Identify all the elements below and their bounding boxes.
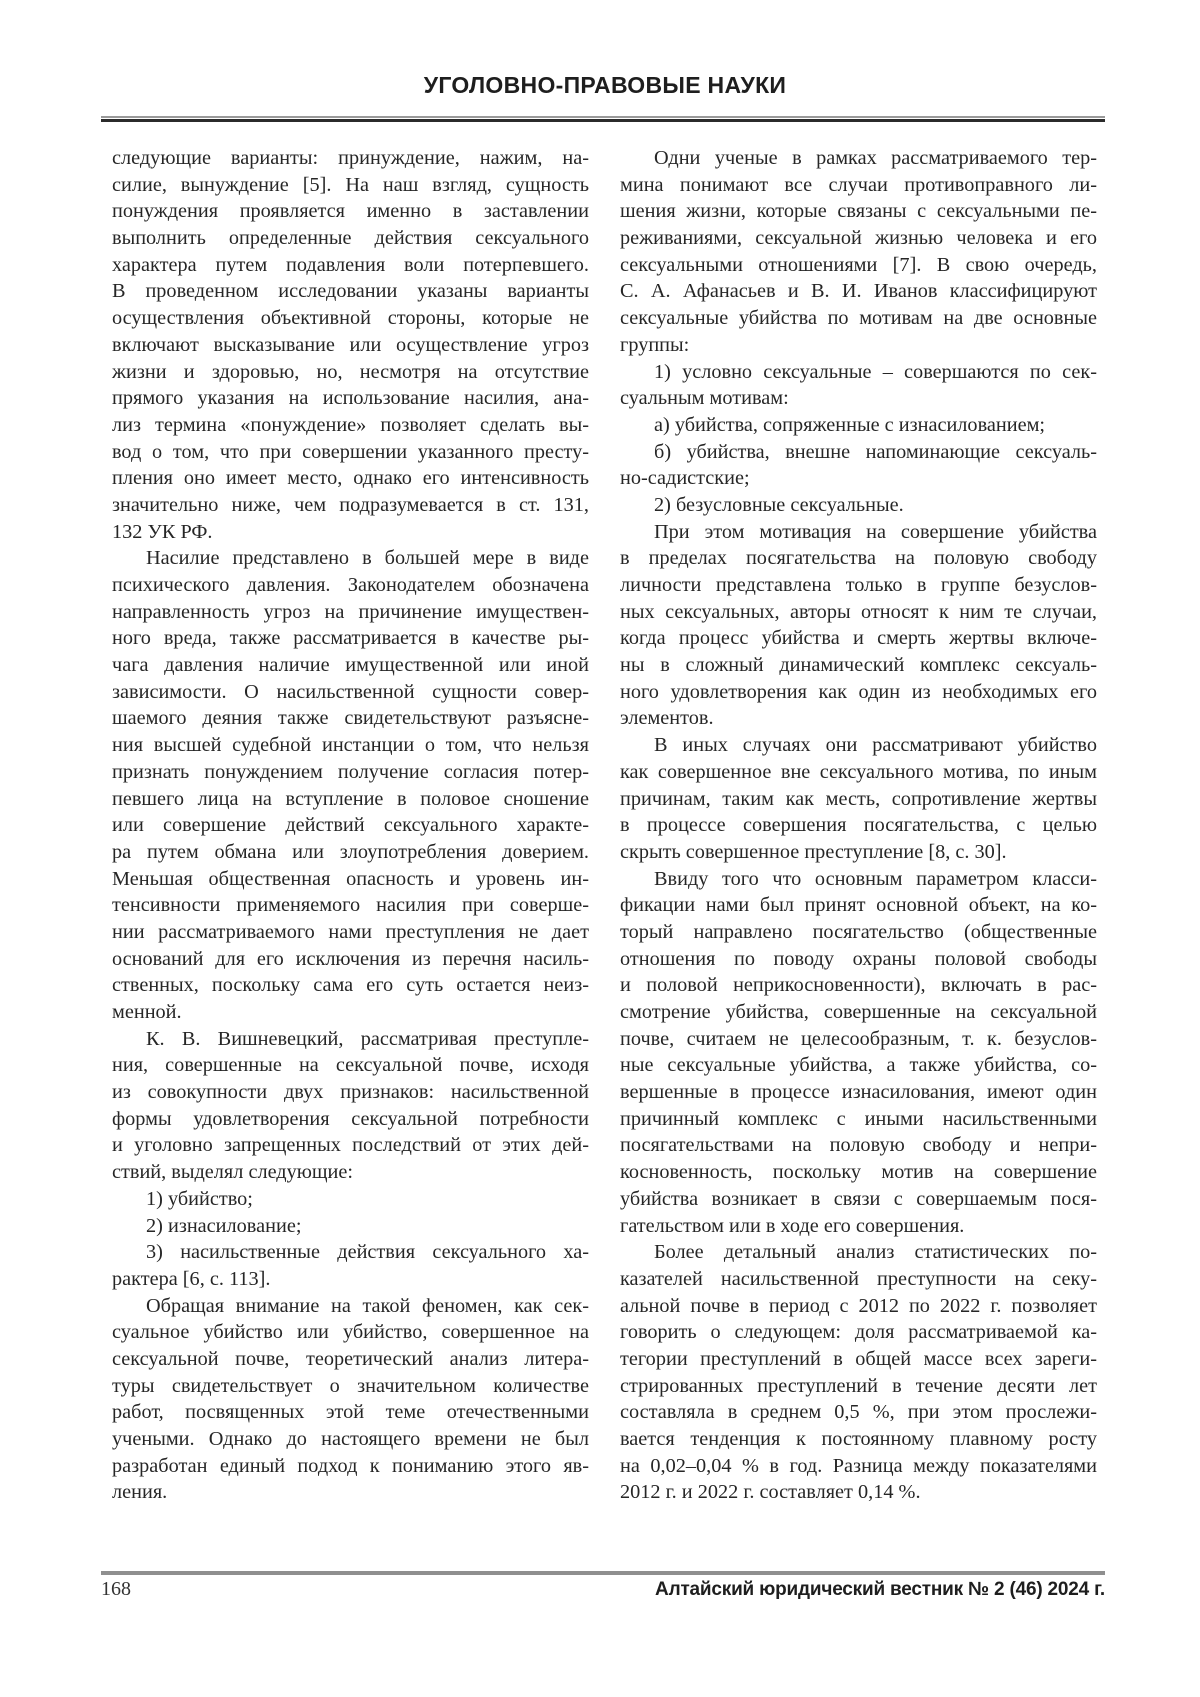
text-line: сексуальными отношениями [7]. В свою очередь, <box>620 252 1097 279</box>
text-line: а) убийства, сопряженные с изнасилованием; <box>620 412 1097 439</box>
text-line: но-садистские; <box>620 465 1097 492</box>
text-line: почве, считаем не целесообразным, т. к. безуслов- <box>620 1026 1097 1053</box>
text-line: сексуальной почве, теоретический анализ литера- <box>112 1346 589 1373</box>
text-line: певшего лица на вступление в половое сношение <box>112 786 589 813</box>
text-line: осуществления объективной стороны, которые не <box>112 305 589 332</box>
text-line: туры свидетельствует о значительном количестве <box>112 1373 589 1400</box>
paragraph <box>620 732 1097 865</box>
text-line: признать понуждением получение согласия потер- <box>112 759 589 786</box>
text-column-left <box>112 145 589 1506</box>
text-line: или совершение действий сексуального характе- <box>112 812 589 839</box>
text-line: ных сексуальных, авторы относят к ним те случаи, <box>620 599 1097 626</box>
text-line: личности представлена только в группе безуслов- <box>620 572 1097 599</box>
text-line: оснований для его исключения из перечня насиль- <box>112 946 589 973</box>
text-line: шаемого деяния также свидетельствуют разъясне- <box>112 705 589 732</box>
text-line: в пределах посягательства на половую свободу <box>620 545 1097 572</box>
text-line: Меньшая общественная опасность и уровень ин- <box>112 866 589 893</box>
text-line: смотрение убийства, совершенные на сексуальной <box>620 999 1097 1026</box>
text-line: 1) убийство; <box>112 1186 589 1213</box>
text-line: суальным мотивам: <box>620 385 1097 412</box>
text-line: стрированных преступлений в течение десяти лет <box>620 1373 1097 1400</box>
text-line: пления оно имеет место, однако его интенсивность <box>112 465 589 492</box>
paragraph <box>620 866 1097 1240</box>
text-line: Более детальный анализ статистических по- <box>620 1239 1097 1266</box>
text-line: ствий, выделял следующие: <box>112 1159 589 1186</box>
text-line: вод о том, что при совершении указанного престу- <box>112 439 589 466</box>
text-line: из совокупности двух признаков: насильственной <box>112 1079 589 1106</box>
text-line: 132 УК РФ. <box>112 519 589 546</box>
text-line: чага давления наличие имущественной или иной <box>112 652 589 679</box>
text-line: значительно ниже, чем подразумевается в ст. 131, <box>112 492 589 519</box>
text-line: казателей насильственной преступности на секу- <box>620 1266 1097 1293</box>
text-line: прямого указания на использование насилия, ана- <box>112 385 589 412</box>
text-line: ного удовлетворения как один из необходимых его <box>620 679 1097 706</box>
text-line: убийства возникает в связи с совершаемым пося- <box>620 1186 1097 1213</box>
paragraph <box>620 145 1097 359</box>
text-line: элементов. <box>620 705 1097 732</box>
text-line: шения жизни, которые связаны с сексуальными пе- <box>620 198 1097 225</box>
text-line: 1) условно сексуальные – совершаются по сек- <box>620 359 1097 386</box>
text-line: скрыть совершенное преступление [8, с. 30]. <box>620 839 1097 866</box>
text-line: жизни и здоровью, но, несмотря на отсутствие <box>112 359 589 386</box>
text-line: б) убийства, внешне напоминающие сексуаль- <box>620 439 1097 466</box>
journal-title: Алтайский юридический вестник № 2 (46) 2024 г. <box>655 1579 1105 1601</box>
text-line: ного вреда, также рассматривается в качестве ры- <box>112 625 589 652</box>
text-line: реживаниями, сексуальной жизнью человека и его <box>620 225 1097 252</box>
text-line: работ, посвященных этой теме отечественными <box>112 1399 589 1426</box>
text-line: психического давления. Законодателем обозначена <box>112 572 589 599</box>
text-column-right <box>620 145 1097 1506</box>
text-line: на 0,02–0,04 % в год. Разница между показателями <box>620 1453 1097 1480</box>
text-line: косновенность, поскольку мотив на совершение <box>620 1159 1097 1186</box>
text-line: силие, вынуждение [5]. На наш взгляд, сущность <box>112 172 589 199</box>
paragraph <box>112 1186 589 1213</box>
text-line: тенсивности применяемого насилия при соверше- <box>112 892 589 919</box>
paragraph <box>620 359 1097 412</box>
header-rule-thick <box>101 119 1105 122</box>
text-line: как совершенное вне сексуального мотива, по иным <box>620 759 1097 786</box>
text-line: К. В. Вишневецкий, рассматривая преступле- <box>112 1026 589 1053</box>
text-line: ния, совершенные на сексуальной почве, исходя <box>112 1052 589 1079</box>
text-line: тегории преступлений в общей массе всех зареги- <box>620 1346 1097 1373</box>
text-line: формы удовлетворения сексуальной потребности <box>112 1106 589 1133</box>
text-line: составляла в среднем 0,5 %, при этом прослежи- <box>620 1399 1097 1426</box>
page-number: 168 <box>101 1578 131 1601</box>
paragraph <box>112 1213 589 1240</box>
text-line: 3) насильственные действия сексуального ха- <box>112 1239 589 1266</box>
text-line: 2012 г. и 2022 г. составляет 0,14 %. <box>620 1479 1097 1506</box>
text-line: При этом мотивация на совершение убийства <box>620 519 1097 546</box>
header-rule-thin <box>101 116 1105 118</box>
footer-rule <box>101 1571 1105 1575</box>
text-line: учеными. Однако до настоящего времени не был <box>112 1426 589 1453</box>
paragraph <box>620 1239 1097 1506</box>
text-line: гательством или в ходе его совершения. <box>620 1213 1097 1240</box>
paragraph <box>112 1026 589 1186</box>
text-line: ные сексуальные убийства, а также убийства, со- <box>620 1052 1097 1079</box>
text-line: альной почве в период с 2012 по 2022 г. позволяет <box>620 1293 1097 1320</box>
text-line: отношения по поводу охраны половой свободы <box>620 946 1097 973</box>
text-line: Ввиду того что основным параметром класси- <box>620 866 1097 893</box>
text-line: Насилие представлено в большей мере в виде <box>112 545 589 572</box>
text-line: мина понимают все случаи противоправного ли- <box>620 172 1097 199</box>
paragraph <box>620 492 1097 519</box>
text-line: разработан единый подход к пониманию этого яв- <box>112 1453 589 1480</box>
text-line: причинам, таким как месть, сопротивление жертвы <box>620 786 1097 813</box>
text-line: включают высказывание или осуществление угроз <box>112 332 589 359</box>
paragraph <box>112 545 589 1025</box>
text-line: нии рассматриваемого нами преступления не дает <box>112 919 589 946</box>
text-line: лиз термина «понуждение» позволяет сделать вы- <box>112 412 589 439</box>
text-line: ра путем обмана или злоупотребления доверием. <box>112 839 589 866</box>
text-line: ния высшей судебной инстанции о том, что нельзя <box>112 732 589 759</box>
text-line: В проведенном исследовании указаны варианты <box>112 278 589 305</box>
text-line: суальное убийство или убийство, совершенное на <box>112 1319 589 1346</box>
text-line: Обращая внимание на такой феномен, как сек- <box>112 1293 589 1320</box>
text-line: причинный комплекс с иными насильственными <box>620 1106 1097 1133</box>
text-line: 2) изнасилование; <box>112 1213 589 1240</box>
paragraph <box>620 412 1097 439</box>
text-line: посягательствами на половую свободу и непри- <box>620 1132 1097 1159</box>
text-line: в процессе совершения посягательства, с целью <box>620 812 1097 839</box>
text-line: следующие варианты: принуждение, нажим, на- <box>112 145 589 172</box>
text-line: сексуальные убийства по мотивам на две основные <box>620 305 1097 332</box>
text-line: и уголовно запрещенных последствий от этих дей- <box>112 1132 589 1159</box>
text-line: В иных случаях они рассматривают убийство <box>620 732 1097 759</box>
paragraph <box>112 1293 589 1507</box>
text-line: ственных, поскольку сама его суть остается неиз- <box>112 972 589 999</box>
text-line: понуждения проявляется именно в заставлении <box>112 198 589 225</box>
text-line: С. А. Афанасьев и В. И. Иванов классифицируют <box>620 278 1097 305</box>
paragraph <box>620 439 1097 492</box>
text-line: Одни ученые в рамках рассматриваемого тер- <box>620 145 1097 172</box>
text-line: когда процесс убийства и смерть жертвы включе- <box>620 625 1097 652</box>
section-title: УГОЛОВНО-ПРАВОВЫЕ НАУКИ <box>0 72 1200 99</box>
text-line: торый направлено посягательство (общественные <box>620 919 1097 946</box>
text-line: фикации нами был принят основной объект, на ко- <box>620 892 1097 919</box>
text-line: выполнить определенные действия сексуального <box>112 225 589 252</box>
text-line: зависимости. О насильственной сущности совер- <box>112 679 589 706</box>
text-line: и половой неприкосновенности), включать в рас- <box>620 972 1097 999</box>
text-line: характера путем подавления воли потерпевшего. <box>112 252 589 279</box>
text-line: говорить о следующем: доля рассматриваемой ка- <box>620 1319 1097 1346</box>
paragraph <box>112 1239 589 1292</box>
text-line: вершенные в процессе изнасилования, имеют один <box>620 1079 1097 1106</box>
text-line: рактера [6, с. 113]. <box>112 1266 589 1293</box>
text-line: 2) безусловные сексуальные. <box>620 492 1097 519</box>
paragraph <box>112 145 589 545</box>
text-line: направленность угроз на причинение имуществен- <box>112 599 589 626</box>
text-line: ления. <box>112 1479 589 1506</box>
text-line: менной. <box>112 999 589 1026</box>
text-line: вается тенденция к постоянному плавному росту <box>620 1426 1097 1453</box>
text-line: группы: <box>620 332 1097 359</box>
paragraph <box>620 519 1097 733</box>
text-line: ны в сложный динамический комплекс сексуаль- <box>620 652 1097 679</box>
